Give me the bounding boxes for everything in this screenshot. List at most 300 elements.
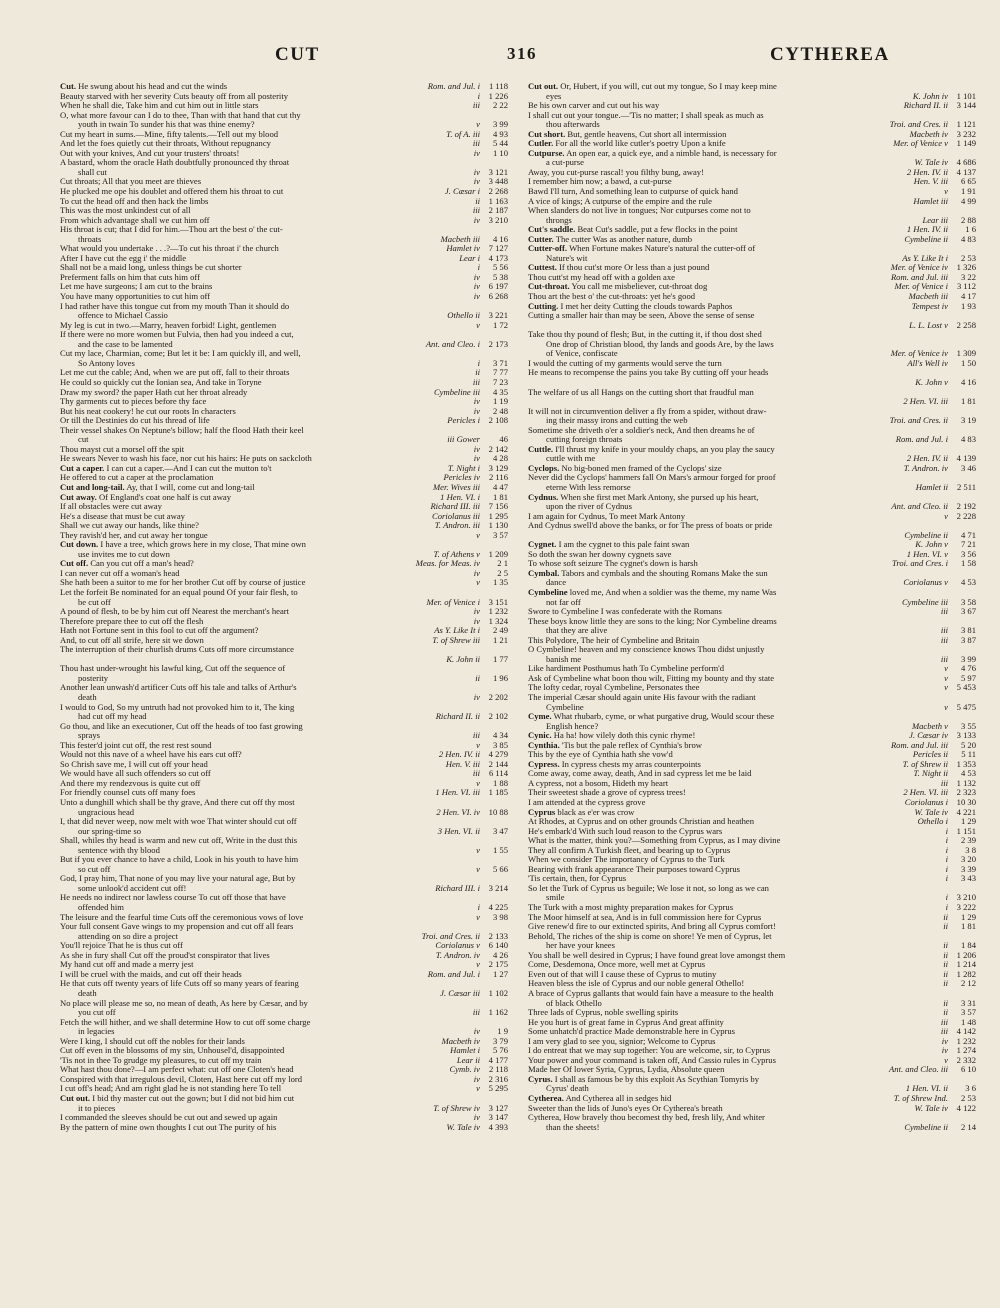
play-reference: iv	[471, 177, 480, 187]
line-number: 3 99	[480, 120, 508, 130]
concordance-entry	[528, 1123, 976, 1133]
quotation-text: loved me, And when a soldier was the theme, my name Was	[569, 587, 777, 597]
play-reference: W. Tale iv	[911, 158, 948, 168]
concordance-entry	[528, 855, 976, 865]
quotation-text: sprays	[78, 731, 100, 741]
line-number: 4 16	[948, 378, 976, 388]
concordance-entry	[60, 244, 508, 254]
quotation-text: These boys know little they are sons to the king; Nor Cymbeline dreams	[528, 616, 777, 626]
quotation-text: Cyrus' death	[546, 1084, 589, 1094]
concordance-entry	[60, 722, 508, 732]
concordance-entry	[528, 493, 976, 503]
play-reference: Coriolanus iii	[429, 512, 480, 522]
play-reference: T. Night ii	[911, 769, 948, 779]
quotation-text: Cymbeline	[546, 702, 584, 712]
concordance-entry	[60, 512, 508, 522]
line-number: 2 142	[480, 445, 508, 455]
quotation-text: In cypress chests my arras counterpoints	[561, 759, 701, 769]
play-reference: i	[943, 903, 948, 913]
line-number: 2 202	[480, 693, 508, 703]
quotation-text: Out with your knives, And cut your trusters' throats!	[60, 148, 240, 158]
concordance-entry	[60, 397, 508, 407]
play-reference: 2 Hen. VI. iii	[900, 397, 948, 407]
play-reference: iii	[470, 731, 480, 741]
quotation-text: Cytherea, How bravely thou becomest thy bed, fresh lily, And whiter	[528, 1113, 765, 1123]
concordance-entry	[528, 617, 976, 627]
quotation-text: Ay, that I will, come cut and long-tail	[126, 482, 255, 492]
concordance-entry	[528, 674, 976, 684]
quotation-text: Sweeter than the lids of Juno's eyes Or Cytherea's breath	[528, 1103, 723, 1113]
concordance-entry	[528, 1084, 976, 1094]
concordance-entry	[60, 855, 508, 865]
quotation-text: Heaven bless the isle of Cyprus and our noble general Othello!	[528, 979, 745, 989]
concordance-entry	[60, 235, 508, 245]
line-number: 3 133	[948, 731, 976, 741]
line-number: 2 187	[480, 206, 508, 216]
quotation-text: Give renew'd fire to our extincted spirits, And bring all Cyprus comfort!	[528, 922, 776, 932]
quotation-text: And Cydnus swell'd above the banks, or for The press of boats or pride	[528, 521, 773, 531]
quotation-text: To cut the head off and then hack the limbs	[60, 196, 209, 206]
play-reference: v	[941, 1056, 948, 1066]
play-reference: T. of A. iii	[443, 130, 480, 140]
concordance-entry	[60, 712, 508, 722]
concordance-entry	[60, 760, 508, 770]
line-number: 2 173	[480, 340, 508, 350]
concordance-entry	[528, 578, 976, 588]
quotation-text: He could so quickly cut the Ionian sea, And take in Toryne	[60, 377, 262, 387]
play-reference: J. Cæsar iv	[906, 731, 948, 741]
play-reference: Macbeth iv	[439, 1037, 480, 1047]
concordance-entry	[528, 779, 976, 789]
line-number: 1 81	[480, 493, 508, 503]
entry-headword: Cutpurse.	[528, 148, 565, 158]
concordance-entry	[528, 731, 976, 741]
quotation-text: death	[78, 693, 97, 702]
quotation-text: By the pattern of mine own thoughts I cut out The purity of his	[60, 1122, 277, 1132]
quotation-text: had cut off my head	[78, 712, 147, 722]
concordance-entry	[528, 1075, 976, 1085]
line-number: 1 29	[948, 817, 976, 827]
play-reference: v	[473, 531, 480, 541]
concordance-entry	[60, 645, 508, 655]
concordance-entry	[60, 1008, 508, 1018]
quotation-text: cuttle with me	[546, 454, 596, 464]
concordance-entry	[528, 216, 976, 226]
line-number: 2 1	[480, 559, 508, 569]
play-reference: ii	[472, 674, 480, 684]
play-reference: Mer. of Venice i	[892, 282, 948, 292]
quotation-text: What rhubarb, cyme, or what purgative drug, Would scour these	[553, 712, 775, 722]
play-reference: i	[475, 903, 480, 913]
quotation-text: But, gentle heavens, Cut short all intermission	[567, 129, 727, 139]
play-reference: iii	[938, 626, 948, 636]
concordance-entry	[60, 340, 508, 350]
play-reference: iv	[471, 282, 480, 292]
quotation-text: Thy garments cut to pieces before thy face	[60, 397, 207, 407]
line-number: 3 99	[948, 655, 976, 665]
play-reference: v	[473, 741, 480, 751]
play-reference: Rom. and Jul. i	[425, 82, 480, 92]
quotation-text: O Cymbeline! heaven and my conscience knows Thou didst unjustly	[528, 645, 765, 655]
play-reference: v	[473, 913, 480, 923]
line-number: 1 77	[480, 655, 508, 665]
line-number: 3 22	[948, 273, 976, 283]
quotation-text: I, that did never weep, now melt with woe That winter should cut off	[60, 817, 297, 827]
quotation-text: I am very glad to see you, signior; Welcome to Cyprus	[528, 1036, 716, 1046]
play-reference: Richard III. iii	[427, 502, 480, 512]
quotation-text: Nature's wit	[546, 253, 588, 263]
quotation-text: be cut off	[78, 597, 111, 607]
line-number: 3 81	[948, 626, 976, 636]
line-number: 2 14	[948, 1123, 976, 1133]
line-number: 1 232	[480, 607, 508, 617]
play-reference: Macbeth iii	[906, 292, 948, 302]
quotation-text: A bastard, whom the oracle Hath doubtfully pronounced thy throat	[60, 158, 290, 168]
concordance-entry	[60, 607, 508, 617]
quotation-text: They all confirm A Turkish fleet, and bearing up to Cyprus	[528, 845, 731, 855]
concordance-entry	[528, 846, 976, 856]
concordance-entry	[528, 187, 976, 197]
play-reference: Pericles iv	[440, 473, 480, 483]
quotation-text: So Chrish save me, I will cut off your head	[60, 759, 208, 769]
play-reference: iv	[471, 445, 480, 455]
concordance-entry	[528, 1065, 976, 1075]
line-number: 4 17	[948, 292, 976, 302]
quotation-text: Of England's coat one half is cut away	[98, 492, 232, 502]
quotation-text: I have a tree, which grows here in my close, That mine own	[100, 540, 306, 550]
concordance-entry	[528, 550, 976, 560]
quotation-text: Thou art the best o' the cut-throats: yet he's good	[528, 292, 696, 302]
play-reference: Troi. and Cres. i	[889, 559, 948, 569]
line-number: 2 48	[480, 407, 508, 417]
concordance-entry	[528, 101, 976, 111]
concordance-entry	[528, 626, 976, 636]
quotation-text: The cutter Was as another nature, dumb	[555, 234, 693, 244]
line-number: 7 156	[480, 502, 508, 512]
concordance-entry	[528, 741, 976, 751]
play-reference: Mer. of Venice iv	[888, 349, 948, 359]
quotation-text: Fetch the will hither, and we shall determine How to cut off some charge	[60, 1017, 311, 1027]
quotation-text: To whose soft seizure The cygnet's down is harsh	[528, 559, 698, 569]
play-reference: J. Cæsar i	[442, 187, 480, 197]
play-reference: iv	[471, 1075, 480, 1085]
concordance-entry	[528, 235, 976, 245]
concordance-entry	[528, 82, 976, 92]
quotation-text: When we consider The importancy of Cyprus to the Turk	[528, 855, 725, 865]
line-number: 4 173	[480, 254, 508, 264]
quotation-text: offended him	[78, 903, 124, 913]
line-number: 3 56	[948, 550, 976, 560]
line-number: 1 326	[948, 263, 976, 273]
play-reference: 2 Hen. VI. iii	[900, 788, 948, 798]
concordance-entry	[528, 922, 976, 932]
line-number: 10 88	[480, 808, 508, 818]
entry-headword: Cymbeline	[528, 587, 568, 597]
quotation-text: dance	[546, 578, 567, 588]
concordance-entry	[528, 598, 976, 608]
play-reference: iii	[470, 769, 480, 779]
concordance-entry	[60, 493, 508, 503]
quotation-text: I can cut a caper.—And I can cut the mutton to't	[106, 463, 272, 473]
play-reference: Troi. and Cres. ii	[887, 416, 948, 426]
quotation-text: Cut throats; All that you meet are thieves	[60, 177, 202, 187]
quotation-text: cut	[78, 435, 89, 445]
line-number: 5 38	[480, 273, 508, 283]
play-reference: Rom. and Jul. iii	[888, 741, 948, 751]
line-number: 2 316	[480, 1075, 508, 1085]
play-reference: iii	[938, 636, 948, 646]
play-reference: 2 Hen. IV. ii	[904, 454, 948, 464]
line-number: 1 209	[480, 550, 508, 560]
quotation-text: I am attended at the cypress grove	[528, 798, 646, 808]
line-number: 2 511	[948, 483, 976, 493]
quotation-text: Thou hast under-wrought his lawful king, Cut off the sequence of	[60, 664, 286, 674]
play-reference: Ant. and Cleo. i	[423, 340, 480, 350]
play-reference: ii	[940, 941, 948, 951]
concordance-entry	[60, 378, 508, 388]
quotation-text: After I have cut the egg i' the middle	[60, 253, 187, 263]
play-reference: v	[473, 321, 480, 331]
line-number: 4 225	[480, 903, 508, 913]
quotation-text: upon the river of Cydnus	[546, 502, 632, 512]
concordance-entry	[60, 798, 508, 808]
line-number: 1 81	[948, 922, 976, 932]
quotation-text: When she first met Mark Antony, she pursed up his heart,	[560, 492, 759, 502]
play-reference: Lear ii	[454, 1056, 480, 1066]
quotation-text: Hath not Fortune sent in this fool to cut off the argument?	[60, 626, 259, 636]
quotation-text: I can never cut off a woman's head	[60, 568, 180, 578]
concordance-entry	[60, 1075, 508, 1085]
concordance-entry	[528, 712, 976, 722]
concordance-entry	[528, 435, 976, 445]
play-reference: Cymb. iv	[446, 1065, 480, 1075]
line-number: 3 448	[480, 177, 508, 187]
line-number: 6 268	[480, 292, 508, 302]
right-column	[528, 82, 976, 1132]
concordance-entry	[60, 550, 508, 560]
play-reference: i	[943, 836, 948, 846]
concordance-entry	[60, 731, 508, 741]
play-reference: i	[943, 893, 948, 903]
play-reference: Hen. V. iii	[911, 177, 948, 187]
line-number: 1 58	[948, 559, 976, 569]
play-reference: Othello ii	[444, 311, 480, 321]
quotation-text: I had rather have this tongue cut from my mouth Than it should do	[60, 301, 290, 311]
quotation-text: Swore to Cymbeline I was confederate with the Romans	[528, 607, 722, 617]
quotation-text: of Venice, confiscate	[546, 349, 618, 359]
quotation-text: When he shall die, Take him and cut him out in little stars	[60, 101, 259, 111]
quotation-text: This Polydore, The heir of Cymbeline and Britain	[528, 635, 700, 645]
line-number: 2 116	[480, 473, 508, 483]
line-number: 2 53	[948, 1094, 976, 1104]
concordance-entry	[60, 559, 508, 569]
line-number: 3 8	[948, 846, 976, 856]
concordance-entry	[60, 750, 508, 760]
line-number: 3 85	[480, 741, 508, 751]
line-number: 1 10	[480, 149, 508, 159]
quotation-text: Take thou thy pound of flesh; But, in the cutting it, if thou dost shed	[528, 330, 762, 340]
line-number: 3 112	[948, 282, 976, 292]
quotation-text: attending on so dire a project	[78, 931, 178, 941]
concordance-entry	[528, 340, 976, 350]
line-number: 3 214	[480, 884, 508, 894]
line-number: 3 39	[948, 865, 976, 875]
concordance-entry	[60, 874, 508, 884]
quotation-text: The Moor himself at sea, And is in full commission here for Cyprus	[528, 912, 762, 922]
line-number: 1 149	[948, 139, 976, 149]
play-reference: i	[475, 92, 480, 102]
play-reference: W. Tale iv	[443, 1123, 480, 1133]
line-number: 1 162	[480, 1008, 508, 1018]
running-head-right: CYTHEREA	[770, 44, 890, 65]
quotation-text: I would to God, So my untruth had not provoked him to it, The king	[60, 702, 295, 712]
concordance-entry	[60, 569, 508, 579]
line-number: 46	[480, 435, 508, 445]
quotation-text: and the case to be lamented	[78, 339, 173, 349]
play-reference: Cymbeline iii	[431, 388, 480, 398]
play-reference: J. Cæsar iii	[437, 989, 480, 999]
play-reference: 1 Hen. VI. ii	[903, 1084, 948, 1094]
quotation-text: Therefore prepare thee to cut off the flesh	[60, 616, 204, 626]
play-reference: 3 Hen. VI. ii	[435, 827, 480, 837]
quotation-text: You shall be well desired in Cyprus; I have found great love amongst them	[528, 950, 786, 960]
line-number: 1 6	[948, 225, 976, 235]
line-number: 2 22	[480, 101, 508, 111]
concordance-entry	[528, 502, 976, 512]
quotation-text: Beauty starved with her severity Cuts beauty off from all posterity	[60, 91, 288, 101]
concordance-entry	[528, 426, 976, 436]
quotation-text: I met her deity Cutting the clouds towards Paphos	[560, 301, 733, 311]
quotation-text: Draw my sword? the paper Hath cut her throat already	[60, 387, 248, 397]
concordance-entry	[60, 282, 508, 292]
line-number: 4 122	[948, 1104, 976, 1114]
quotation-text: Shall we cut away our hands, like thine?	[60, 521, 199, 531]
line-number: 1 132	[948, 779, 976, 789]
line-number: 2 108	[480, 416, 508, 426]
concordance-entry	[60, 273, 508, 283]
concordance-entry	[60, 445, 508, 455]
play-reference: v	[941, 664, 948, 674]
line-number: 5 20	[948, 741, 976, 751]
quotation-text: It will not in circumvention deliver a fly from a spider, without draw-	[528, 406, 767, 416]
play-reference: Rom. and Jul. i	[893, 435, 948, 445]
play-reference: Coriolanus v	[900, 578, 948, 588]
quotation-text: cutting foreign throats	[546, 435, 623, 445]
play-reference: iv	[471, 168, 480, 178]
quotation-text: Would not this nave of a wheel have his ears cut off?	[60, 750, 242, 760]
quotation-text: Can you cut off a man's head?	[90, 559, 194, 569]
quotation-text: A brace of Cyprus gallants that would fain have a measure to the health	[528, 988, 774, 998]
line-number: 6 65	[948, 177, 976, 187]
line-number: 1 35	[480, 578, 508, 588]
play-reference: iii	[470, 139, 480, 149]
left-column	[60, 82, 508, 1132]
quotation-text: offence to Michael Cassio	[78, 311, 168, 321]
play-reference: Cymbeline ii	[901, 531, 948, 541]
play-reference: iii	[470, 378, 480, 388]
line-number: 3 79	[480, 1037, 508, 1047]
line-number: 3 6	[948, 1084, 976, 1094]
concordance-entry	[60, 636, 508, 646]
quotation-text: I would the cutting of my garments would serve the turn	[528, 358, 722, 368]
line-number: 2 88	[948, 216, 976, 226]
concordance-entry	[528, 693, 976, 703]
entry-headword: Cuttle.	[528, 444, 554, 454]
line-number: 1 9	[480, 1027, 508, 1037]
play-reference: As Y. Like It i	[899, 254, 948, 264]
quotation-text: The interruption of their churlish drums Cuts off more circumstance	[60, 645, 294, 655]
concordance-entry	[60, 999, 508, 1009]
concordance-entry	[60, 321, 508, 331]
play-reference: Ant. and Cleo. iii	[886, 1065, 948, 1075]
concordance-entry	[60, 1056, 508, 1066]
concordance-entry	[60, 989, 508, 999]
quotation-text: A cypress, not a bosom, Hideth my heart	[528, 778, 669, 788]
play-reference: iii	[938, 1018, 948, 1028]
concordance-entry	[60, 1046, 508, 1056]
quotation-text: Go thou, and like an executioner, Cut off the heads of too fast growing	[60, 721, 303, 731]
play-reference: Troi. and Cres. ii	[419, 932, 480, 942]
line-number: 3 144	[948, 101, 976, 111]
concordance-entry	[60, 617, 508, 627]
concordance-entry	[60, 979, 508, 989]
play-reference: T. Andron. iii	[432, 521, 480, 531]
concordance-entry	[528, 302, 976, 312]
quotation-text: One drop of Christian blood, thy lands and goods Are, by the laws	[546, 339, 774, 349]
concordance-entry	[528, 999, 976, 1009]
line-number: 1 324	[480, 617, 508, 627]
quotation-text: 'Tis not in thee To grudge my pleasures, to cut off my train	[60, 1055, 262, 1065]
play-reference: v	[473, 1084, 480, 1094]
quotation-text: I shall cut out your tongue.—'Tis no matter; I shall speak as much as	[528, 110, 764, 120]
concordance-entry	[60, 1065, 508, 1075]
quotation-text: banish me	[546, 654, 582, 664]
concordance-entry	[60, 101, 508, 111]
concordance-entry	[528, 388, 976, 398]
line-number: 5 97	[948, 674, 976, 684]
quotation-text: This was the most unkindest cut of all	[60, 206, 191, 216]
quotation-text: eyes	[546, 91, 562, 101]
concordance-entry	[528, 273, 976, 283]
line-number: 7 23	[480, 378, 508, 388]
play-reference: K. John v	[912, 378, 948, 388]
entry-headword: Cynic.	[528, 731, 552, 741]
play-reference: T. of Shrew iv	[430, 1104, 480, 1114]
concordance-entry	[528, 311, 976, 321]
line-number: 6 114	[480, 769, 508, 779]
play-reference: Hamlet iv	[443, 244, 480, 254]
concordance-entry	[60, 502, 508, 512]
concordance-entry	[528, 655, 976, 665]
line-number: 2 175	[480, 960, 508, 970]
line-number: 1 19	[480, 397, 508, 407]
quotation-text: Tabors and cymbals and the shouting Romans Make the sun	[561, 568, 768, 578]
concordance-entry	[60, 903, 508, 913]
quotation-text: Sometime she driveth o'er a soldier's neck, And then dreams he of	[528, 425, 755, 435]
line-number: 3 67	[948, 607, 976, 617]
line-number: 1 353	[948, 760, 976, 770]
entry-headword: Cut away.	[60, 492, 97, 502]
concordance-entry	[60, 683, 508, 693]
entry-headword: Cymbal.	[528, 568, 560, 578]
line-number: 1 48	[948, 1018, 976, 1028]
quotation-text: They ravish'd her, and cut away her tongue	[60, 530, 208, 540]
quotation-text: I am the cygnet to this pale faint swan	[558, 540, 690, 550]
line-number: 2 5	[480, 569, 508, 579]
line-number: 4 93	[480, 130, 508, 140]
quotation-text: it to pieces	[78, 1103, 116, 1113]
concordance-entry	[528, 445, 976, 455]
